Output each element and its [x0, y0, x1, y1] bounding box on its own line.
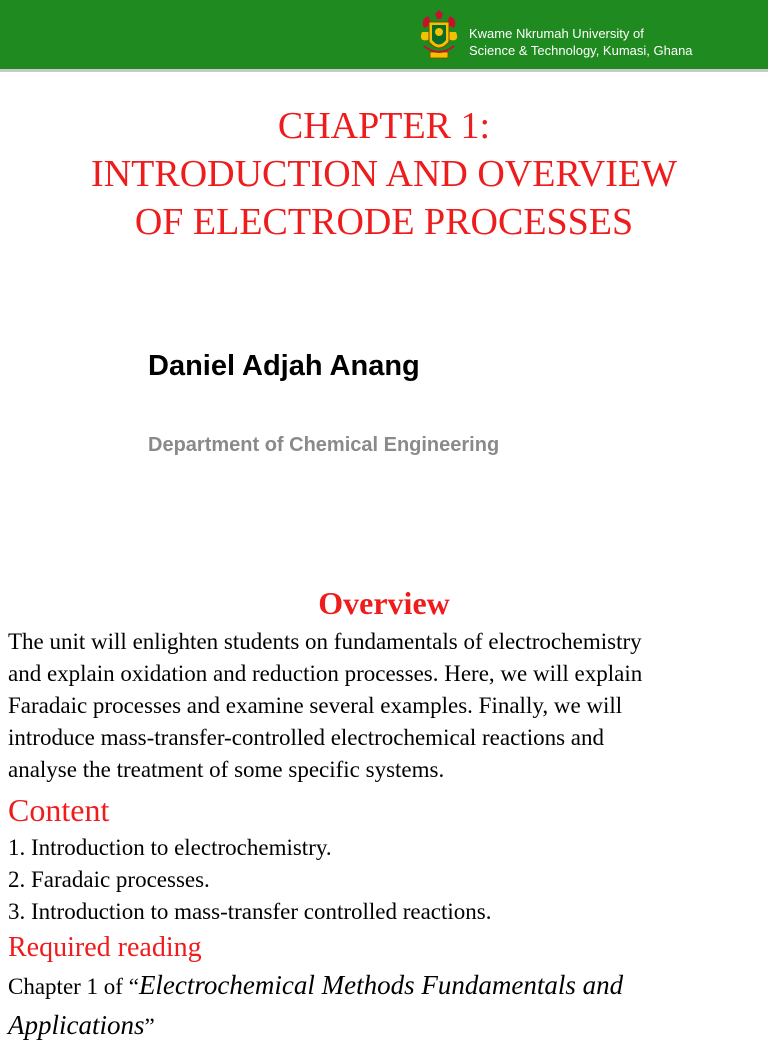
- required-reading-suffix: ”: [144, 1014, 155, 1039]
- overview-line: introduce mass-transfer-controlled electrochemical reactions and: [8, 725, 604, 750]
- university-name-line2: Science & Technology, Kumasi, Ghana: [469, 43, 693, 58]
- department-name: Department of Chemical Engineering: [148, 434, 500, 456]
- chapter-title-line3: OF ELECTRODE PROCESSES: [134, 201, 634, 243]
- overview-heading: Overview: [318, 585, 450, 621]
- university-name-line1: Kwame Nkrumah University of: [469, 26, 644, 41]
- overview-paragraph: [8, 626, 760, 786]
- chapter-title: [0, 102, 768, 246]
- university-name: [469, 25, 693, 59]
- content-list-item: 3. Introduction to mass-transfer controlled reactions.: [8, 899, 492, 924]
- required-reading-text: [8, 966, 760, 1046]
- content-list-item: 1. Introduction to electrochemistry.: [8, 835, 332, 860]
- overview-line: and explain oxidation and reduction processes. Here, we will explain: [8, 661, 643, 686]
- chapter-title-line2: INTRODUCTION AND OVERVIEW: [91, 153, 677, 195]
- required-reading-book-title: Electrochemical Methods Fundamentals and Applications: [8, 970, 624, 1040]
- content-list-item: 2. Faradaic processes.: [8, 867, 210, 892]
- overview-line: The unit will enlighten students on fundamentals of electrochemistry: [8, 629, 642, 654]
- chapter-title-line1: CHAPTER 1:: [277, 105, 491, 147]
- university-crest-icon: [418, 10, 460, 62]
- required-reading-heading: Required reading: [8, 932, 202, 963]
- overview-line: Faradaic processes and examine several examples. Finally, we will: [8, 693, 623, 718]
- author-name: Daniel Adjah Anang: [148, 350, 420, 382]
- content-heading: Content: [8, 792, 110, 828]
- header-bar: [0, 0, 768, 72]
- required-reading-prefix: Chapter 1 of “: [8, 974, 139, 999]
- overview-line: analyse the treatment of some specific systems.: [8, 757, 445, 782]
- content-list: [8, 832, 492, 928]
